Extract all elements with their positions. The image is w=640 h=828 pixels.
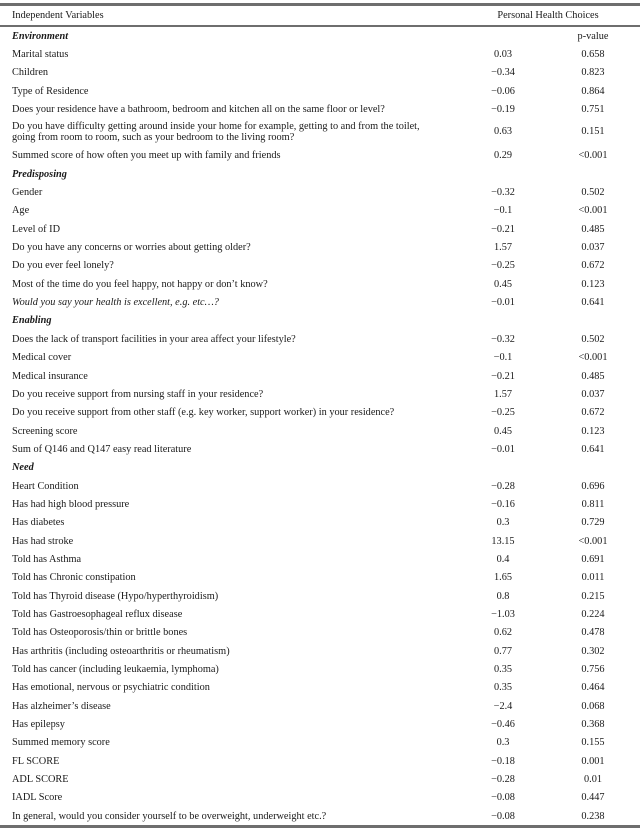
table-row (0, 807, 640, 825)
table-row (0, 495, 640, 513)
coefficient-value: 0.45 (493, 278, 513, 290)
coefficient-value: 1.57 (493, 388, 513, 400)
variable-label (0, 792, 458, 803)
variable-label-line: ADL SCORE (12, 774, 69, 786)
table-row (0, 238, 640, 256)
variable-label (0, 242, 458, 253)
p-value: <0.001 (578, 352, 608, 364)
coefficient-value: −1.03 (491, 608, 515, 620)
table-body (0, 27, 640, 825)
p-value: 0.011 (581, 572, 605, 584)
table-row (0, 752, 640, 770)
coefficient-value: −0.28 (491, 480, 515, 492)
section-title: Environment (12, 30, 69, 42)
section-header-environment (0, 27, 640, 45)
variable-label-line: Level of ID (12, 223, 61, 235)
coefficient-value: 0.4 (496, 553, 510, 565)
variable-label-line: Told has Osteoporosis/thin or brittle bones (12, 627, 188, 639)
table-row (0, 770, 640, 788)
variable-label-line: Type of Residence (12, 85, 89, 97)
variable-label (0, 554, 458, 565)
coefficient-value: −0.06 (491, 85, 515, 97)
variable-label (0, 572, 458, 583)
coefficient-value: −0.32 (491, 187, 515, 199)
p-value: 0.864 (581, 85, 605, 97)
coefficient-value: 0.77 (493, 645, 513, 657)
section-title: Enabling (12, 315, 52, 327)
variable-label-line: Do you have any concerns or worries about getting older? (12, 242, 251, 254)
coefficient-value: −0.34 (491, 67, 515, 79)
variable-label (0, 701, 458, 712)
variable-label (0, 279, 458, 290)
header-pvalue: p-value (577, 30, 609, 42)
p-value: 0.658 (581, 49, 605, 61)
variable-label-line: Do you receive support from nursing staff in your residence? (12, 388, 264, 400)
variable-label-line: Do you receive support from other staff (e.g. key worker, support worker) in your residence? (12, 407, 395, 419)
coefficient-value: 1.57 (493, 242, 513, 254)
p-value: 0.151 (581, 126, 605, 138)
table-row (0, 697, 640, 715)
table-row (0, 789, 640, 807)
variable-label-line: Told has cancer (including leukaemia, lymphoma) (12, 664, 219, 676)
coefficient-value: 0.45 (493, 425, 513, 437)
variable-label (0, 371, 458, 382)
coefficient-value: 1.65 (493, 572, 513, 584)
variable-label-line: Told has Gastroesophageal reflux disease (12, 608, 183, 620)
coefficient-value: 0.29 (493, 150, 513, 162)
p-value: 0.037 (581, 242, 605, 254)
variable-label (0, 104, 458, 115)
variable-label-line: Does the lack of transport facilities in your area affect your lifestyle? (12, 333, 296, 345)
coefficient-value: −0.1 (493, 352, 513, 364)
variable-label-line: IADL Score (12, 792, 63, 804)
variable-label-line: Most of the time do you feel happy, not happy or don’t know? (12, 278, 268, 290)
variable-label-line: Medical cover (12, 352, 72, 364)
variable-label (0, 426, 458, 437)
variable-label (0, 737, 458, 748)
variable-label-line: Has emotional, nervous or psychiatric condition (12, 682, 210, 694)
variable-label-line: In general, would you consider yourself to be overweight, underweight etc.? (12, 810, 327, 822)
p-value: 0.672 (581, 407, 605, 419)
p-value: 0.485 (581, 370, 605, 382)
table-row (0, 624, 640, 642)
variable-label-line: going from room to room, such as your bedroom to the living room? (12, 131, 295, 143)
coefficient-value: −0.1 (493, 205, 513, 217)
p-value: 0.447 (581, 792, 605, 804)
table-row (0, 183, 640, 201)
table-row (0, 550, 640, 568)
variable-label (0, 297, 458, 308)
variable-label-line: Gender (12, 187, 43, 199)
variable-label-line: Told has Asthma (12, 553, 82, 565)
variable-label-line: Told has Thyroid disease (Hypo/hyperthyroidism) (12, 590, 219, 602)
table-row (0, 100, 640, 118)
coefficient-value: −0.19 (491, 104, 515, 116)
coefficient-value: −0.18 (491, 755, 515, 767)
variable-label (0, 774, 458, 785)
table-row (0, 477, 640, 495)
variable-label (0, 389, 458, 400)
variable-label (0, 352, 458, 363)
variable-label-line: Has epilepsy (12, 719, 65, 731)
variable-label-line: Has arthritis (including osteoarthritis or rheumatism) (12, 645, 230, 657)
coefficient-value: −0.01 (491, 297, 515, 309)
variable-label (0, 517, 458, 528)
table-row (0, 514, 640, 532)
coefficient-value: −0.21 (491, 223, 515, 235)
variable-label (0, 646, 458, 657)
table-row (0, 734, 640, 752)
p-value: 0.696 (581, 480, 605, 492)
table-row (0, 275, 640, 293)
coefficient-value: 0.62 (493, 627, 513, 639)
variable-label (0, 224, 458, 235)
p-value: 0.238 (581, 810, 605, 822)
table-header (0, 6, 640, 27)
p-value: 0.729 (581, 517, 605, 529)
p-value: 0.641 (581, 297, 605, 309)
p-value: 0.478 (581, 627, 605, 639)
p-value: 0.155 (581, 737, 605, 749)
variable-label (0, 609, 458, 620)
p-value: <0.001 (578, 205, 608, 217)
section-header-enabling (0, 312, 640, 330)
p-value: 0.751 (581, 104, 605, 116)
table-row (0, 440, 640, 458)
table-row (0, 64, 640, 82)
variable-label (0, 499, 458, 510)
section-header-predisposing (0, 165, 640, 183)
variable-label (0, 719, 458, 730)
table-row (0, 385, 640, 403)
coefficient-value: −0.16 (491, 498, 515, 510)
p-value: 0.464 (581, 682, 605, 694)
table-row (0, 715, 640, 733)
table-row (0, 119, 640, 147)
section-header-need (0, 459, 640, 477)
coefficient-value: −0.25 (491, 407, 515, 419)
p-value: 0.001 (581, 755, 605, 767)
p-value: 0.502 (581, 333, 605, 345)
variable-label-line: Do you have difficulty getting around inside your home for example, getting to and from the toilet, (12, 121, 420, 133)
table-row (0, 569, 640, 587)
p-value: 0.123 (581, 278, 605, 290)
p-value: 0.823 (581, 67, 605, 79)
p-value: 0.01 (583, 774, 603, 786)
p-value: 0.215 (581, 590, 605, 602)
variable-label (0, 756, 458, 767)
variable-label (0, 260, 458, 271)
table-row (0, 330, 640, 348)
variable-label (0, 536, 458, 547)
table-row (0, 293, 640, 311)
variable-label (0, 86, 458, 97)
variable-label-line: Has diabetes (12, 517, 65, 529)
variable-label-line: Screening score (12, 425, 78, 437)
variable-label-line: Age (12, 205, 30, 217)
variable-label-line: Do you ever feel lonely? (12, 260, 114, 272)
header-variables: Independent Variables (12, 10, 104, 21)
p-value: 0.224 (581, 608, 605, 620)
p-value: 0.811 (581, 498, 605, 510)
section-title: Predisposing (12, 168, 67, 180)
variable-label (0, 49, 458, 60)
p-value: 0.068 (581, 700, 605, 712)
variable-label (0, 150, 458, 161)
variable-label (0, 682, 458, 693)
header-personal-health-choices: Personal Health Choices (497, 10, 599, 21)
table-row (0, 587, 640, 605)
variable-label-line: Summed memory score (12, 737, 110, 749)
coefficient-value: 0.35 (493, 664, 513, 676)
table-row (0, 404, 640, 422)
variable-label (0, 122, 458, 143)
p-value: 0.641 (581, 443, 605, 455)
coefficient-value: 13.15 (491, 535, 515, 547)
coefficient-value: −0.08 (491, 810, 515, 822)
coefficient-value: 0.3 (496, 737, 510, 749)
variable-label-line: Heart Condition (12, 480, 79, 492)
variable-label (0, 591, 458, 602)
p-value: 0.368 (581, 719, 605, 731)
variable-label-line: Sum of Q146 and Q147 easy read literature (12, 443, 192, 455)
variable-label (0, 407, 458, 418)
coefficient-value: −0.21 (491, 370, 515, 382)
variable-label-line: Summed score of how often you meet up with family and friends (12, 150, 281, 162)
coefficient-value: −0.28 (491, 774, 515, 786)
p-value: <0.001 (578, 535, 608, 547)
p-value: <0.001 (578, 150, 608, 162)
variable-label-line: FL SCORE (12, 755, 60, 767)
variable-label (0, 205, 458, 216)
p-value: 0.123 (581, 425, 605, 437)
coefficient-value: 0.3 (496, 517, 510, 529)
coefficient-value: 0.35 (493, 682, 513, 694)
variable-label (0, 444, 458, 455)
coefficient-value: −0.32 (491, 333, 515, 345)
variable-label-line: Has had stroke (12, 535, 74, 547)
results-table (0, 3, 640, 828)
variable-label (0, 187, 458, 198)
p-value: 0.502 (581, 187, 605, 199)
table-row (0, 147, 640, 165)
variable-label (0, 481, 458, 492)
variable-label-line: Has had high blood pressure (12, 498, 130, 510)
coefficient-value: 0.03 (493, 49, 513, 61)
p-value: 0.302 (581, 645, 605, 657)
coefficient-value: −0.01 (491, 443, 515, 455)
variable-label-line: Medical insurance (12, 370, 88, 382)
table-row (0, 349, 640, 367)
variable-label (0, 627, 458, 638)
section-title: Need (12, 462, 34, 474)
variable-label-line: Told has Chronic constipation (12, 572, 136, 584)
table-row (0, 367, 640, 385)
variable-label-line: Marital status (12, 49, 69, 61)
coefficient-value: 0.63 (493, 126, 513, 138)
table-row (0, 605, 640, 623)
variable-label-line: Would you say your health is excellent, e.g. etc…? (12, 297, 219, 309)
table-row (0, 642, 640, 660)
table-row (0, 220, 640, 238)
variable-label (0, 811, 458, 822)
variable-label (0, 334, 458, 345)
table-row (0, 257, 640, 275)
variable-label (0, 664, 458, 675)
table-row (0, 82, 640, 100)
p-value: 0.037 (581, 388, 605, 400)
table-row (0, 532, 640, 550)
coefficient-value: 0.8 (496, 590, 510, 602)
table-row (0, 679, 640, 697)
variable-label-line: Children (12, 67, 49, 79)
table-row (0, 660, 640, 678)
p-value: 0.691 (581, 553, 605, 565)
coefficient-value: −2.4 (493, 700, 513, 712)
table-row (0, 422, 640, 440)
table-row (0, 202, 640, 220)
variable-label-line: Does your residence have a bathroom, bedroom and kitchen all on the same floor or level? (12, 104, 385, 116)
coefficient-value: −0.25 (491, 260, 515, 272)
coefficient-value: −0.08 (491, 792, 515, 804)
variable-label-line: Has alzheimer’s disease (12, 700, 111, 712)
p-value: 0.485 (581, 223, 605, 235)
table-row (0, 45, 640, 63)
variable-label (0, 67, 458, 78)
p-value: 0.756 (581, 664, 605, 676)
p-value: 0.672 (581, 260, 605, 272)
coefficient-value: −0.46 (491, 719, 515, 731)
